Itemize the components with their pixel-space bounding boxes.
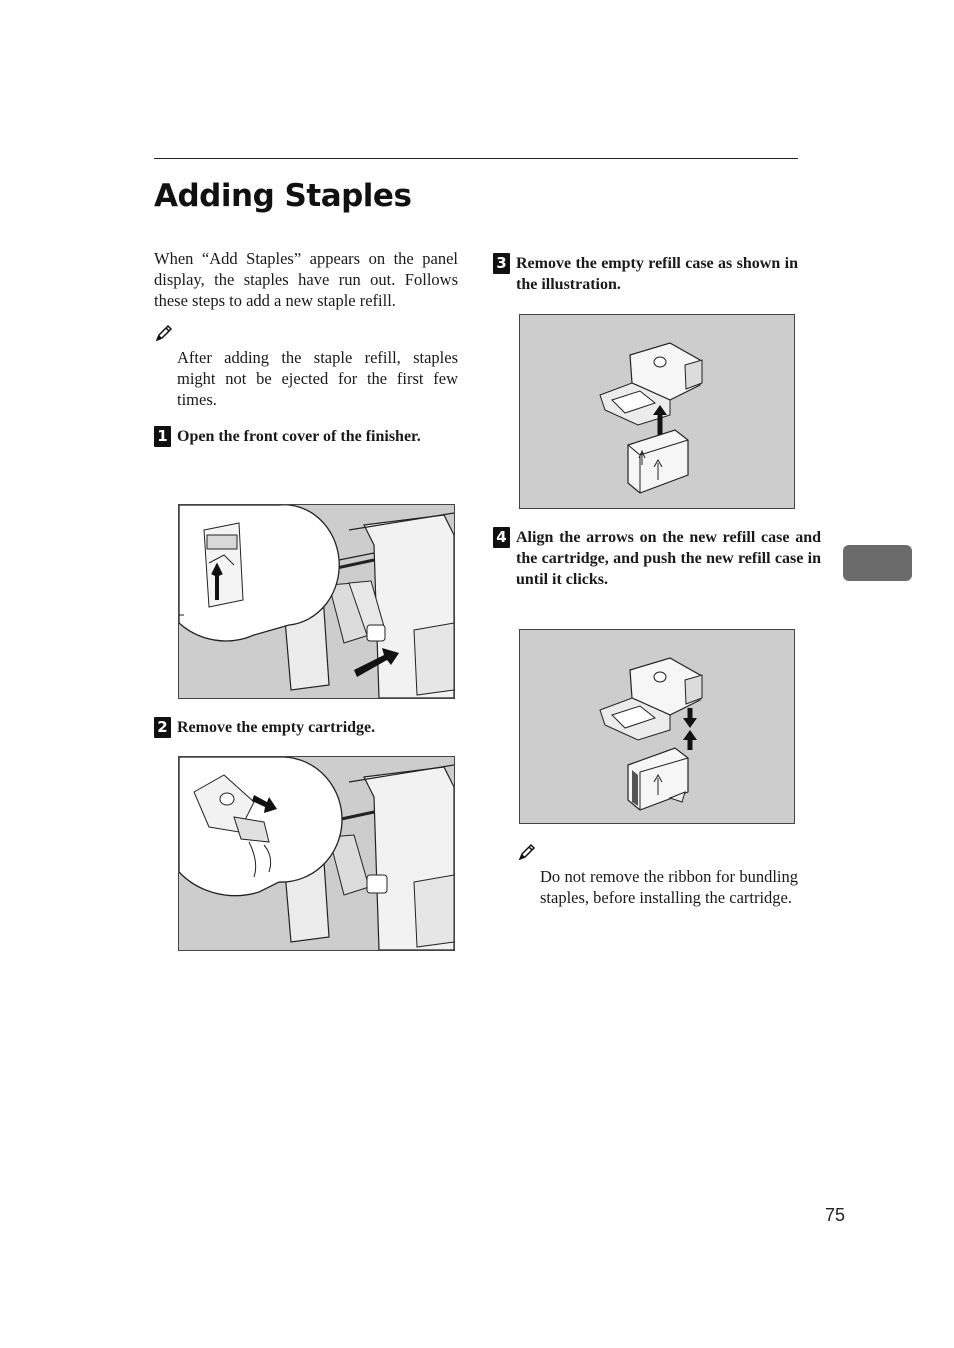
figure-open-front-cover (178, 504, 455, 699)
right-column (493, 253, 798, 295)
note-text-1: After adding the staple refill, staples might not be ejected for the first few times. (177, 348, 458, 409)
page-number: 75 (824, 1205, 845, 1225)
chapter-tab (843, 545, 912, 581)
step-2 (154, 717, 481, 738)
note-text-2: Do not remove the ribbon for bundling staples, before installing the cartridge. (540, 867, 798, 907)
step-number-badge: 4 (493, 527, 510, 548)
pencil-note-icon (154, 323, 174, 343)
figure-remove-cartridge (178, 756, 455, 951)
step-number-badge: 1 (154, 426, 171, 447)
step-number-badge: 3 (493, 253, 510, 274)
note-block-2 (517, 834, 798, 908)
step-2-text: Remove the empty cartridge. (177, 719, 376, 736)
pencil-note-icon (517, 842, 537, 862)
step-number-badge: 2 (154, 717, 171, 738)
intro-paragraph: When “Add Staples” appears on the panel display, the staples have run out. Follows these steps to add a new staple refill. (154, 249, 458, 310)
figure-remove-refill-case (519, 314, 795, 509)
step-1-text: Open the front cover of the finisher. (177, 428, 421, 445)
step-4 (493, 527, 821, 590)
top-rule (154, 158, 798, 159)
step-3 (493, 253, 798, 295)
figure-insert-refill-case (519, 629, 795, 824)
page-title: Adding Staples (154, 178, 412, 214)
step-1 (154, 426, 458, 447)
step-3-text: Remove the empty refill case as shown in the illustration. (516, 255, 798, 293)
left-column (154, 248, 458, 447)
step-4-text: Align the arrows on the new refill case and the cartridge, and push the new refill case in until it clicks. (516, 529, 821, 588)
